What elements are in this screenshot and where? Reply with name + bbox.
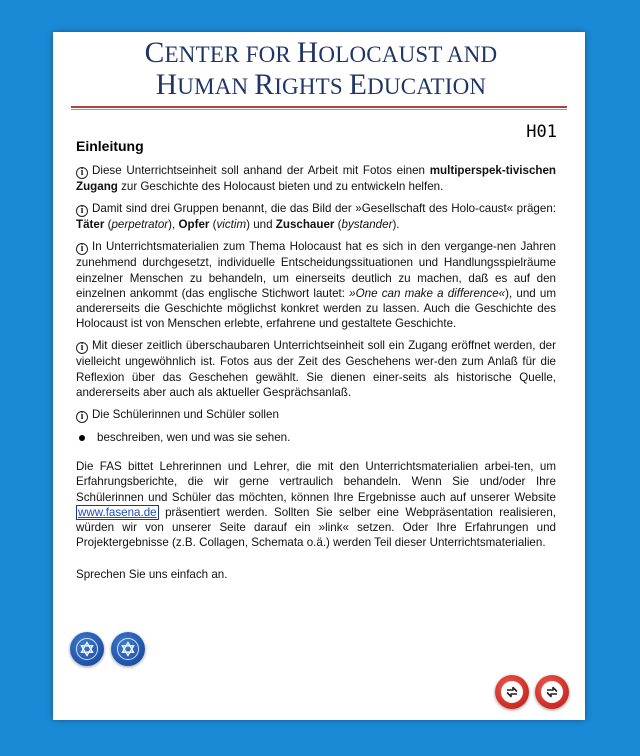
- info-icon: i: [76, 205, 88, 217]
- swap-button-2[interactable]: [535, 675, 569, 709]
- paragraph-2: i Damit sind drei Gruppen benannt, die das Bild der »Gesellschaft des Holo-caust« prägen: Täter (perpetrator), Opfer (victim) und Zuschauer (bystander).: [76, 202, 556, 232]
- website-link[interactable]: www.fasena.de: [78, 505, 157, 519]
- swap-button-1[interactable]: [495, 675, 529, 709]
- logo-line-2: HUMAN RIGHTS EDUCATION: [155, 69, 487, 101]
- paragraph-3: i In Unterrichtsmaterialien zum Thema Holocaust hat es sich in den vergange-nen Jahren zunehmend durchgesetzt, individuelle Entscheidungssituationen und Handlungsspielräume einzelner Menschen zu behandeln, um einerseits deutlich zu machen, daß es auf den einzelnen ankommt (das englische Stichwort lautet: »One can make a difference«), und um andererseits die Geschichte möglichst konkret werden zu lassen. Auch die Geschichte des Holocaust ist von Menschen erlebte, erfahrene und gestaltete Geschichte.: [76, 240, 556, 331]
- header-divider-gray: [71, 109, 567, 110]
- swap-arrows-icon: [541, 681, 563, 703]
- document-body: [76, 163, 556, 590]
- document-code: H01: [526, 122, 557, 142]
- star-of-david-icon: [117, 638, 139, 660]
- logo-line-1: CENTER FOR HOLOCAUST AND: [144, 37, 498, 69]
- list-item: beschreiben, wen und was sie sehen.: [76, 430, 556, 445]
- document-page: [53, 32, 585, 720]
- star-of-david-icon: [76, 638, 98, 660]
- info-icon: i: [76, 243, 88, 255]
- star-button-1[interactable]: [70, 632, 104, 666]
- info-icon: i: [76, 411, 88, 423]
- info-icon: i: [76, 342, 88, 354]
- header-divider-red: [71, 106, 567, 108]
- paragraph-6: Die FAS bittet Lehrerinnen und Lehrer, die mit den Unterrichtsmaterialien arbei-ten, um Erfahrungsberichte, die wir gerne vertraulich behandeln. Wenn Sie und/oder Ihre Schülerinnen und Schüler das möchten, können Ihre Ergebnisse auch auf unserer Website www.fasena.de präsentiert werden. Sollten Sie selber eine Webpräsentation realisieren, würden wir von unserer Seite darauf ein »link« setzen. Oder Ihre Erfahrungen und Projektergebnisse (z.B. Collagen, Schemata o.ä.) werden Teil dieser Unterrichtsmaterialien.: [76, 460, 556, 550]
- section-title: Einleitung: [76, 138, 144, 154]
- paragraph-5: i Die Schülerinnen und Schüler sollen: [76, 407, 556, 423]
- paragraph-4: i Mit dieser zeitlich überschaubaren Unterrichtseinheit soll ein Zugang eröffnet werden, der vielleicht ungewöhnlich ist. Fotos aus der Zeit des Geschehens wer-den zum Anlaß für die Reflexion über das Geschehen gewählt. Sie dienen einer-seits als historische Quelle, andererseits aber auch als aktueller Gesprächsanlaß.: [76, 339, 556, 399]
- swap-arrows-icon: [501, 681, 523, 703]
- paragraph-1: i Diese Unterrichtseinheit soll anhand der Arbeit mit Fotos einen multiperspek-tivischen Zugang zur Geschichte des Holocaust bieten und zu entwickeln helfen.: [76, 164, 556, 193]
- star-button-2[interactable]: [111, 632, 145, 666]
- bullet-icon: [79, 435, 85, 441]
- center-logo-title: [71, 38, 571, 102]
- info-icon: i: [76, 167, 88, 179]
- paragraph-7: Sprechen Sie uns einfach an.: [76, 568, 228, 582]
